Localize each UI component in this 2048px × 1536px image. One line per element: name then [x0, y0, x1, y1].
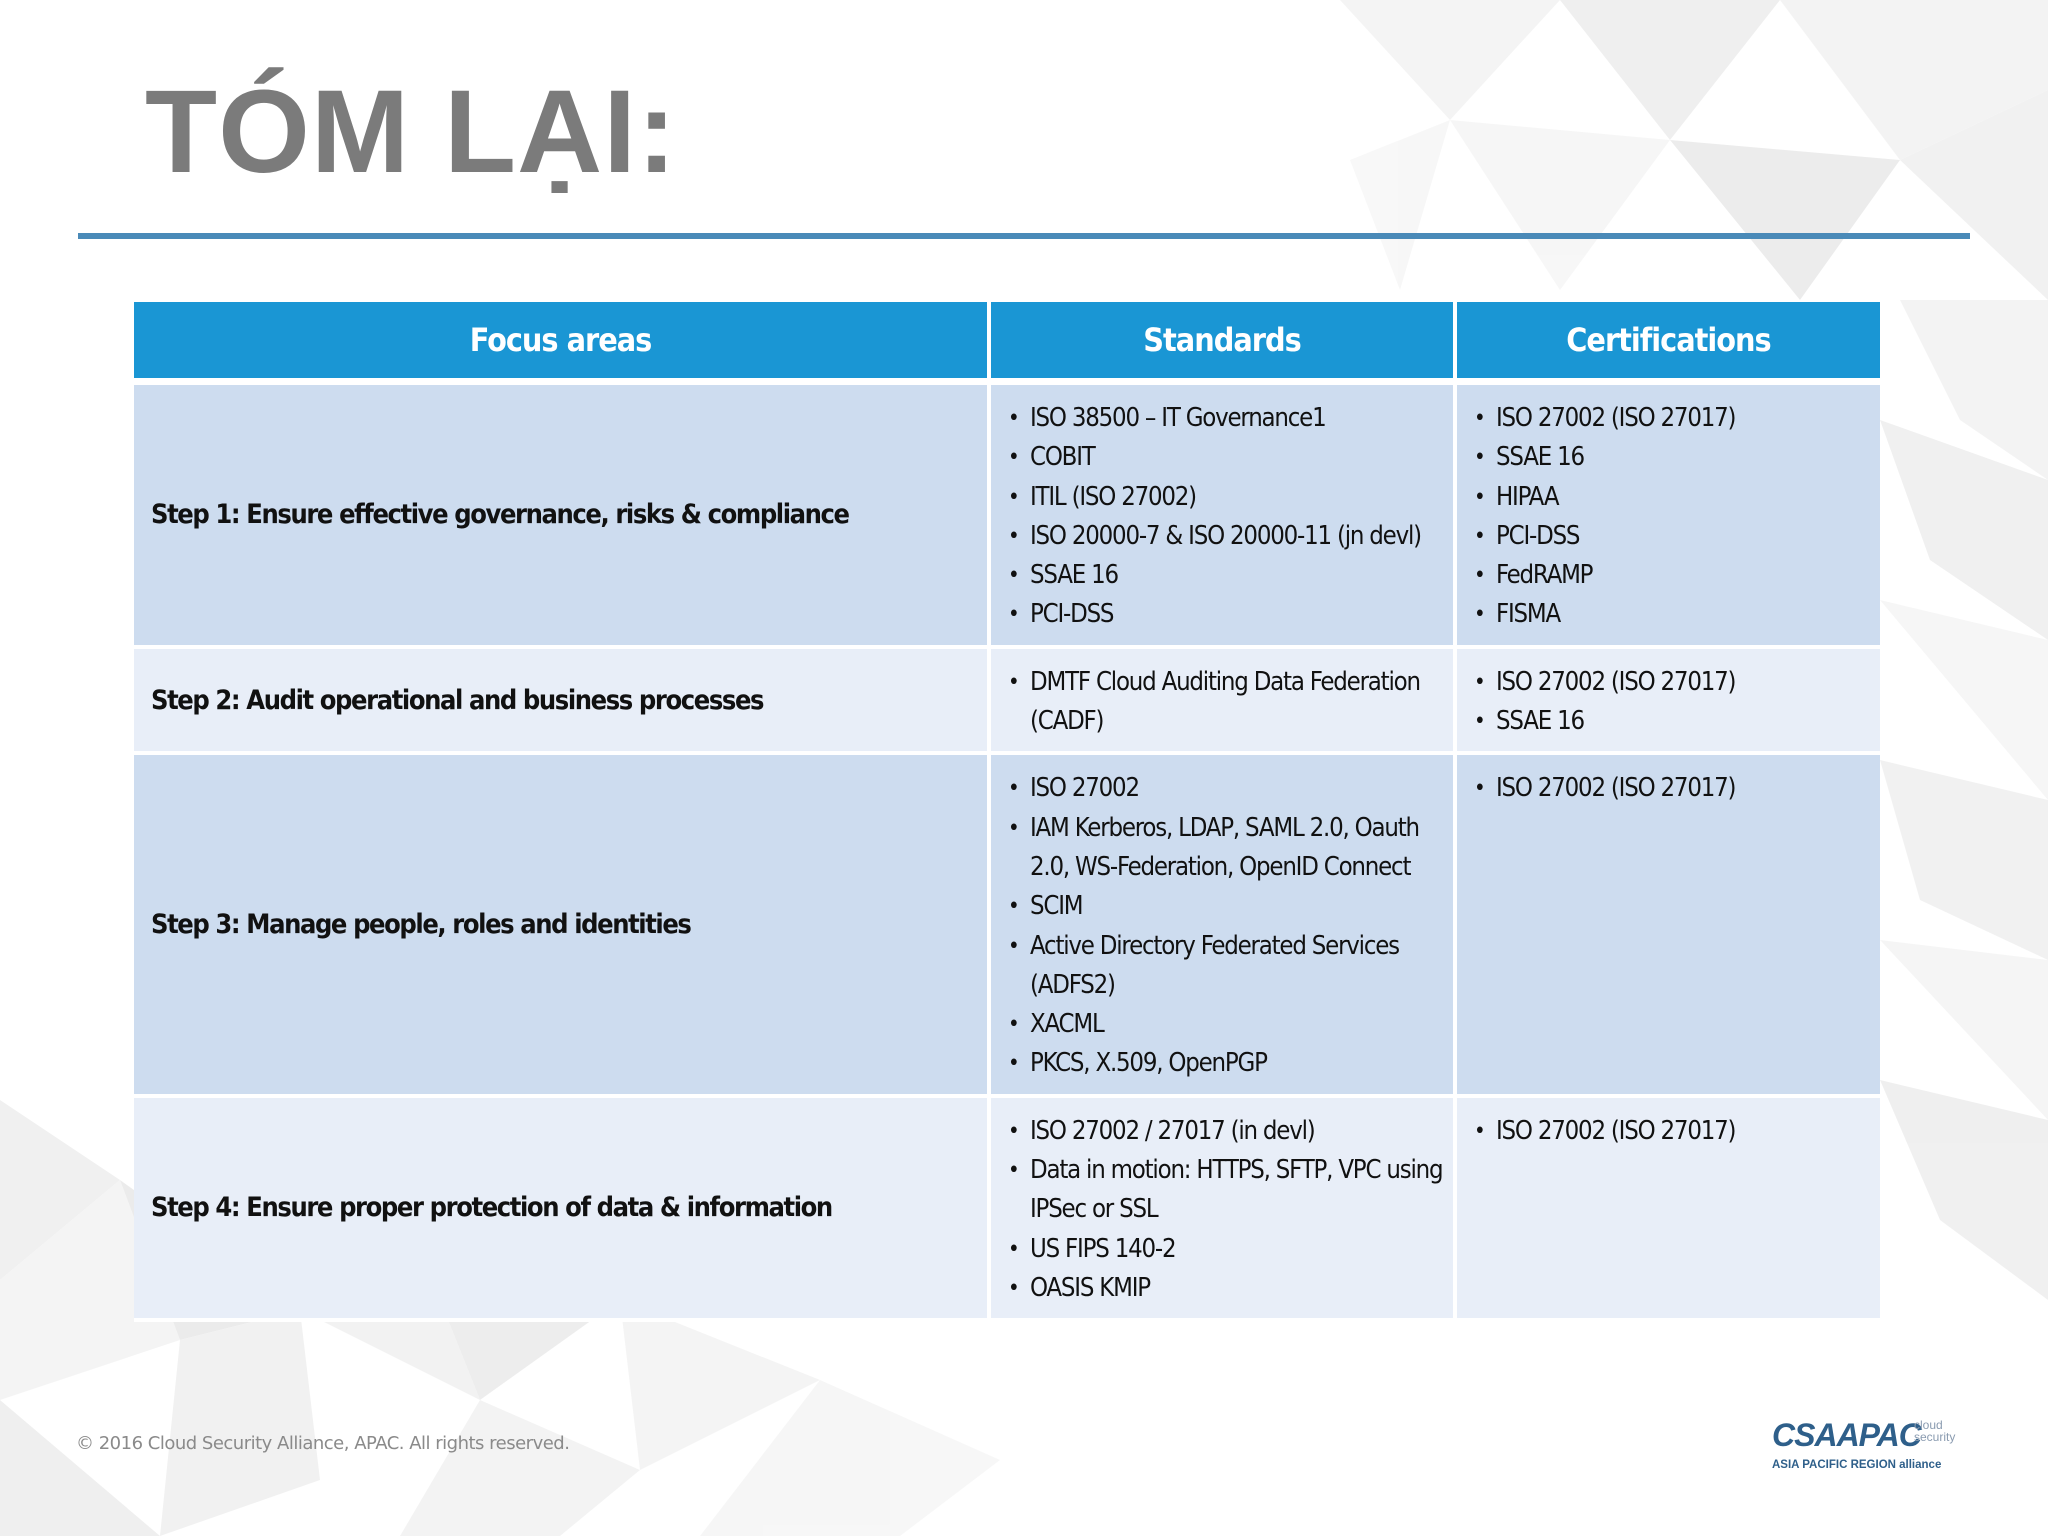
list-item: • ISO 27002 (ISO 27017): [1474, 1112, 1872, 1151]
list-item: • PKCS, X.509, OpenPGP: [1008, 1044, 1445, 1083]
focus-cell: [134, 647, 989, 754]
table-header-row: [134, 302, 1880, 382]
logo-subtitle: ASIA PACIFIC REGION alliance: [1772, 1459, 1942, 1471]
certifications-cell: [1455, 753, 1880, 1095]
logo-tagline: [1914, 1419, 1974, 1443]
list-item: • DMTF Cloud Auditing Data Federation (CADF): [1008, 663, 1445, 742]
list-item: • ISO 27002 / 27017 (in devl): [1008, 1112, 1445, 1151]
standards-list: [991, 649, 1453, 752]
header-certifications: Certifications: [1455, 302, 1880, 382]
certifications-list: [1457, 649, 1880, 752]
page-title: TÓM LẠI:: [145, 66, 678, 198]
standards-list: [991, 1098, 1453, 1318]
title-divider: [78, 233, 1970, 239]
focus-cell: [134, 382, 989, 647]
list-item: • XACML: [1008, 1005, 1445, 1044]
standards-cell: [989, 382, 1455, 647]
list-item: • IAM Kerberos, LDAP, SAML 2.0, Oauth 2.0, WS-Federation, OpenID Connect: [1008, 809, 1445, 888]
certifications-cell: [1455, 1096, 1880, 1320]
logo-wordmark: CSAAPAC: [1772, 1417, 1921, 1453]
header-focus-areas: Focus areas: [134, 302, 989, 382]
focus-label: Step 4: Ensure proper protection of data & information: [151, 1192, 832, 1224]
focus-cell: [134, 1096, 989, 1320]
list-item: • ISO 27002 (ISO 27017): [1474, 769, 1872, 808]
standards-list: [991, 385, 1453, 645]
list-item: • PCI-DSS: [1008, 595, 1445, 634]
list-item: • ISO 20000-7 & ISO 20000-11 (jn devl): [1008, 517, 1445, 556]
standards-list: [991, 755, 1453, 1093]
standards-cell: [989, 1096, 1455, 1320]
list-item: • COBIT: [1008, 438, 1445, 477]
focus-label: Step 1: Ensure effective governance, risks & compliance: [151, 499, 849, 531]
table-row: [134, 382, 1880, 647]
list-item: • SSAE 16: [1008, 556, 1445, 595]
list-item: • FedRAMP: [1474, 556, 1872, 595]
list-item: • ITIL (ISO 27002): [1008, 478, 1445, 517]
table-row: [134, 1096, 1880, 1320]
focus-label: Step 3: Manage people, roles and identities: [151, 909, 691, 941]
list-item: • SSAE 16: [1474, 438, 1872, 477]
standards-table-container: [134, 302, 1880, 1322]
list-item: • HIPAA: [1474, 478, 1872, 517]
list-item: • SSAE 16: [1474, 702, 1872, 741]
focus-label: Step 2: Audit operational and business processes: [151, 684, 764, 716]
certifications-list: [1457, 755, 1880, 818]
list-item: • US FIPS 140-2: [1008, 1230, 1445, 1269]
list-item: • ISO 27002 (ISO 27017): [1474, 663, 1872, 702]
list-item: • ISO 27002 (ISO 27017): [1474, 399, 1872, 438]
list-item: • ISO 38500 – IT Governance1: [1008, 399, 1445, 438]
list-item: • ISO 27002: [1008, 769, 1445, 808]
list-item: • OASIS KMIP: [1008, 1269, 1445, 1308]
logo-tagline-line: security: [1914, 1430, 1956, 1444]
standards-cell: [989, 753, 1455, 1095]
footer-copyright: © 2016 Cloud Security Alliance, APAC. All rights reserved.: [76, 1433, 570, 1454]
focus-cell: [134, 753, 989, 1095]
certifications-list: [1457, 385, 1880, 645]
table-row: [134, 647, 1880, 754]
list-item: • Active Directory Federated Services (ADFS2): [1008, 927, 1445, 1006]
csa-apac-logo: [1772, 1418, 1972, 1476]
list-item: • PCI-DSS: [1474, 517, 1872, 556]
certifications-cell: [1455, 382, 1880, 647]
list-item: • FISMA: [1474, 595, 1872, 634]
certifications-cell: [1455, 647, 1880, 754]
standards-table: [134, 302, 1880, 1322]
list-item: • SCIM: [1008, 887, 1445, 926]
logo-tagline-line: cloud: [1914, 1418, 1943, 1432]
header-standards: Standards: [989, 302, 1455, 382]
standards-cell: [989, 647, 1455, 754]
list-item: • Data in motion: HTTPS, SFTP, VPC using IPSec or SSL: [1008, 1151, 1445, 1230]
table-row: [134, 753, 1880, 1095]
certifications-list: [1457, 1098, 1880, 1161]
